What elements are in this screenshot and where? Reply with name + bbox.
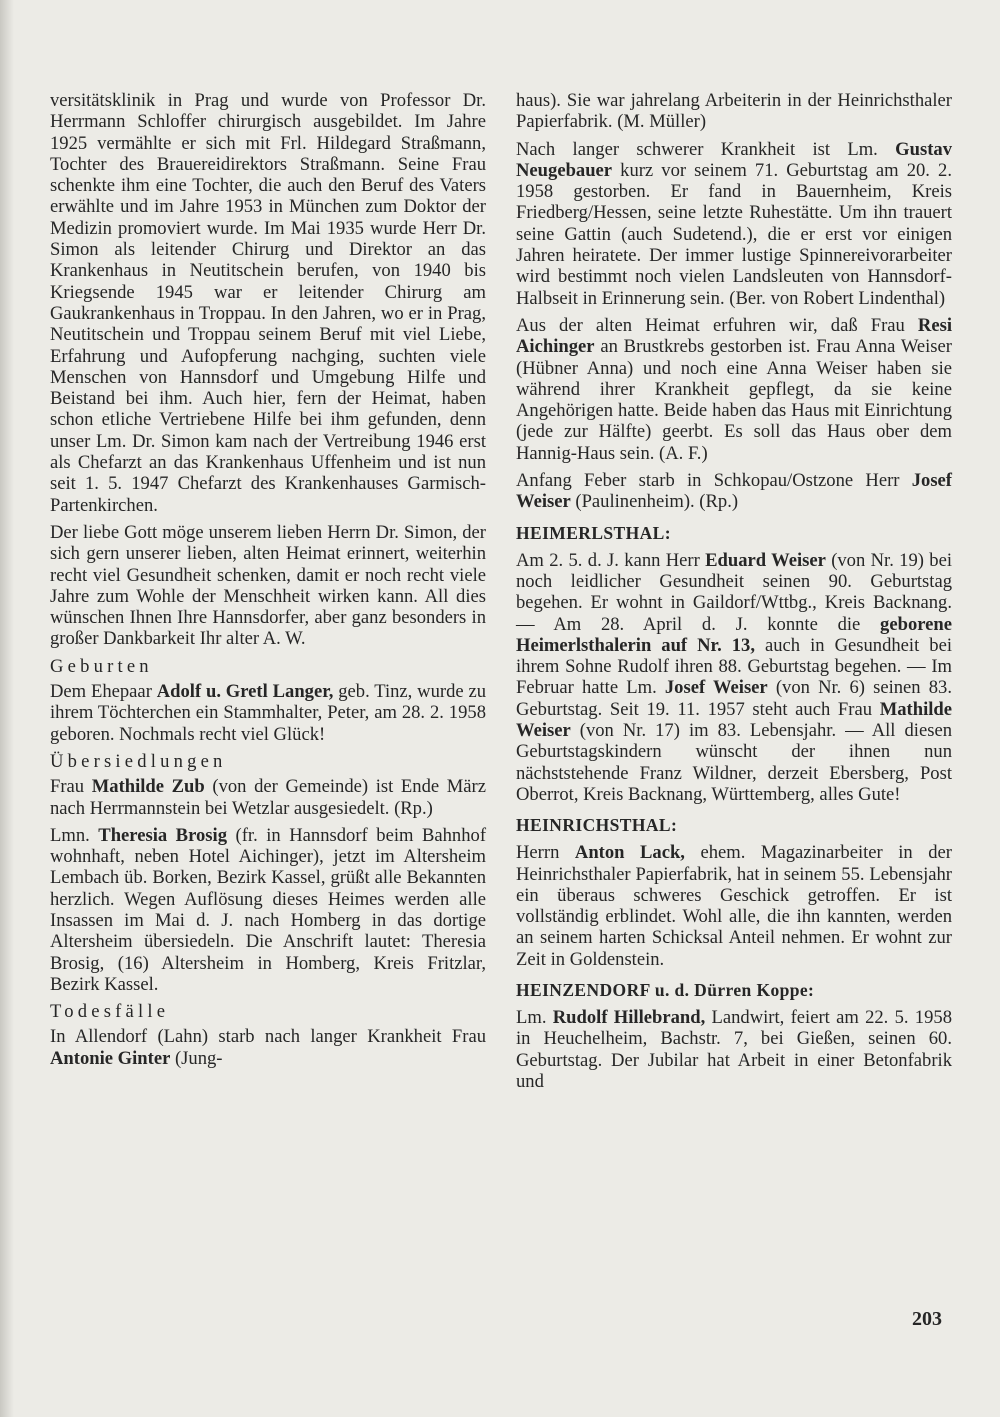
paragraph-aichinger bbox=[516, 315, 952, 464]
text: Aus der alten Heimat erfuhren wir, daß Frau bbox=[516, 314, 918, 336]
person-name: Mathilde Zub bbox=[91, 776, 205, 798]
paragraph-zub bbox=[50, 776, 486, 819]
section-heading-uebersiedlungen: Übersiedlungen bbox=[50, 750, 227, 772]
paragraph-weiser-schkopau bbox=[516, 470, 952, 513]
section-heading-geburten: Geburten bbox=[50, 655, 153, 677]
person-name: Rudolf Hillebrand, bbox=[552, 1006, 706, 1028]
paragraph-geburt-langer bbox=[50, 681, 486, 745]
text: In Allendorf (Lahn) starb nach langer Krankheit Frau bbox=[50, 1026, 486, 1048]
section-heading-heinzendorf: HEINZENDORF u. d. Dürren Koppe: bbox=[516, 979, 815, 1000]
page-number: 203 bbox=[912, 1308, 942, 1330]
paragraph-lack bbox=[516, 842, 952, 970]
paragraph-heimerlsthal-birthdays bbox=[516, 550, 952, 806]
text: Nach langer schwerer Krankheit ist Lm. bbox=[516, 138, 896, 160]
section-heading-todesfaelle: Todesfälle bbox=[50, 1001, 170, 1023]
text: (Jung- bbox=[170, 1047, 223, 1069]
text: (von der Gemeinde) ist Ende März nach Herrmannstein bei Wetzlar ausgesiedelt. (Rp.) bbox=[50, 776, 486, 819]
paragraph-brosig bbox=[50, 825, 486, 995]
text: (fr. in Hannsdorf beim Bahnhof wohnhaft, neben Hotel Aichinger), jetzt im Altersheim Lembach üb. Borken, Bezirk Kassel, grüßt alle Bekannten herzlich. Wegen Auflösung dieses Heimes werden alle Insassen im Mai d. J. nach Homberg in das dortige Altersheim übersiedeln. Die Anschrift lautet: Theresia Brosig, (16) Altersheim in Homberg, Kreis Fritzlar, Bezirk Kassel. bbox=[50, 824, 487, 995]
text: Lmn. bbox=[50, 824, 99, 846]
text: kurz vor seinem 71. Geburtstag am 20. 2. 1958 gestorben. Er fand in Bauernheim, Kreis Friedberg/Hessen, seine letzte Ruhestätte. Um ihn trauert seine Gattin (auch Sudetend.), die er erst vor einigen Jahren heiratete. Der immer lustige Spinnereivorarbeiter wird bestimmt noch vielen Landsleuten von Hannsdorf-Halbseit in Erinnerung sein. (Ber. von Robert Lindenthal) bbox=[516, 159, 952, 309]
person-name: Antonie Ginter bbox=[50, 1047, 171, 1069]
text: (von Nr. 17) im 83. Lebensjahr. — All diesen Geburtstagskindern wünscht der ihnen nun nächststehende Franz Wildner, derzeit Ebersberg, Post Oberrot, Kreis Backnang, Württemberg, alles Gute! bbox=[516, 720, 952, 805]
paragraph-ginter-continued: haus). Sie war jahrelang Arbeiterin in der Heinrichsthaler Papierfabrik. (M. Müller) bbox=[516, 90, 952, 133]
paragraph-neugebauer bbox=[516, 139, 952, 309]
text: (von Nr. 6) seinen 83. Geburtstag. Seit 19. 11. 1957 steht auch Frau bbox=[516, 677, 952, 720]
section-heading-heinrichsthal: HEINRICHSTHAL: bbox=[516, 815, 678, 836]
paragraph-dr-simon-wishes: Der liebe Gott möge unserem lieben Herrn Dr. Simon, der sich gern unserer lieben, alten Heimat erinnert, weiterhin recht viel Gesundheit schenken, damit er noch recht viele Jahre zum Wohle der Menschheit wirken kann. All dies wünschen Ihnen Ihre Hannsdorfer, aber ganz besonders in großer Dankbarkeit Ihr alter A. W. bbox=[50, 521, 486, 650]
person-name: Josef Weiser bbox=[516, 470, 952, 513]
text: geb. Tinz, wurde zu ihrem Töchterchen ein Stammhalter, Peter, am 28. 2. 1958 geboren. Nochmals recht viel Glück! bbox=[50, 681, 487, 745]
person-name: Josef Weiser bbox=[664, 677, 768, 699]
person-name: Gustav Neugebauer bbox=[516, 138, 952, 181]
person-name: Theresia Brosig bbox=[98, 824, 228, 846]
paragraph-ginter bbox=[50, 1026, 486, 1069]
text: ehem. Magazinarbeiter in der Heinrichsthaler Papierfabrik, hat in seinem 55. Lebensjahr ein überaus schweres Geschick getroffen. Er ist vollständig erblindet. Wohl alle, die ihn kannten, werden an seinem harten Schicksal Anteil nehmen. Er wohnt zur Zeit in Goldenstein. bbox=[516, 842, 952, 970]
binding-shadow bbox=[0, 0, 14, 1417]
person-name: Adolf u. Gretl Langer, bbox=[156, 681, 334, 703]
text: (Paulinenheim). (Rp.) bbox=[570, 491, 739, 513]
text: (von Nr. 19) bei noch leidlicher Gesundheit seinen 90. Geburtstag begehen. Er wohnt in Gaildorf/Wttbg., Kreis Backnang. — Am 28. April d. J. konnte die bbox=[516, 549, 953, 635]
person-name: Mathilde Weiser bbox=[516, 698, 952, 742]
text: Lm. bbox=[516, 1006, 553, 1028]
paragraph-dr-simon-biography: versitätsklinik in Prag und wurde von Professor Dr. Herrmann Schloffer chirurgisch ausgebildet. Im Jahre 1925 vermählte er sich mit Frl. Hildegard Straßmann, Tochter des Brauereidirektors Straßmann. Seine Frau schenkte ihm eine Tochter, die auch den Beruf des Vaters erwählte und im Jahre 1953 in München zum Doktor der Medizin promoviert wurde. Im Mai 1935 wurde Herr Dr. Simon als leitender Chirurg und Direktor an das Krankenhaus in Neutitschein berufen, von 1940 bis Kriegsende 1945 war er leitender Chirurg am Gaukrankenhaus in Troppau. In den Jahren, wo er in Prag, Neutitschein und Troppau seinem Beruf mit viel Liebe, Erfahrung und Aufopferung nachging, suchten viele Menschen von Hannsdorf und Umgebung Hilfe und Beistand bei ihm. Auch hier, fern der Heimat, haben schon etliche Vertriebene Hilfe bei ihm gefunden, denn unser Lm. Dr. Simon kam nach der Vertreibung 1946 erst als Chefarzt an das Krankenhaus Uffenheim und ist nun seit 1. 5. 1947 Chefarzt des Krankenhauses Garmisch-Partenkirchen. bbox=[50, 90, 486, 516]
text: Anfang Feber starb in Schkopau/Ostzone Herr bbox=[516, 470, 912, 492]
person-name: geborene Heimerlsthalerin auf Nr. 13, bbox=[516, 613, 952, 656]
text: Am 2. 5. d. J. kann Herr bbox=[516, 549, 706, 571]
person-name: Anton Lack, bbox=[574, 842, 685, 864]
text: an Brustkrebs gestorben ist. Frau Anna Weiser (Hübner Anna) und noch eine Anna Weiser haben sie während ihrer Krankheit gepflegt, da sie keine Angehörigen hatte. Beide haben das Haus mit Einrichtung (jede zur Hälfte) geerbt. Es soll das Haus ober dem Hannig-Haus sein. (A. F.) bbox=[516, 336, 952, 464]
person-name: Resi Aichinger bbox=[516, 314, 952, 358]
text: Frau bbox=[50, 776, 92, 798]
text: auch in Gesundheit bei ihrem Sohne Rudolf ihren 88. Geburtstag begehen. — Im Februar hatte Lm. bbox=[516, 634, 952, 699]
right-column bbox=[516, 90, 952, 1098]
text: Dem Ehepaar bbox=[50, 681, 157, 703]
text: Landwirt, feiert am 22. 5. 1958 in Heuchelheim, Bachstr. 7, bei Gießen, seinen 60. Geburtstag. Der Jubilar hat Arbeit in einer Betonfabrik und bbox=[516, 1006, 952, 1092]
person-name: Eduard Weiser bbox=[705, 549, 826, 571]
left-column bbox=[50, 90, 486, 1075]
section-heading-heimerlsthal: HEIMERLSTHAL: bbox=[516, 522, 671, 543]
text: Herrn bbox=[516, 842, 575, 864]
paragraph-hillebrand bbox=[516, 1007, 952, 1092]
